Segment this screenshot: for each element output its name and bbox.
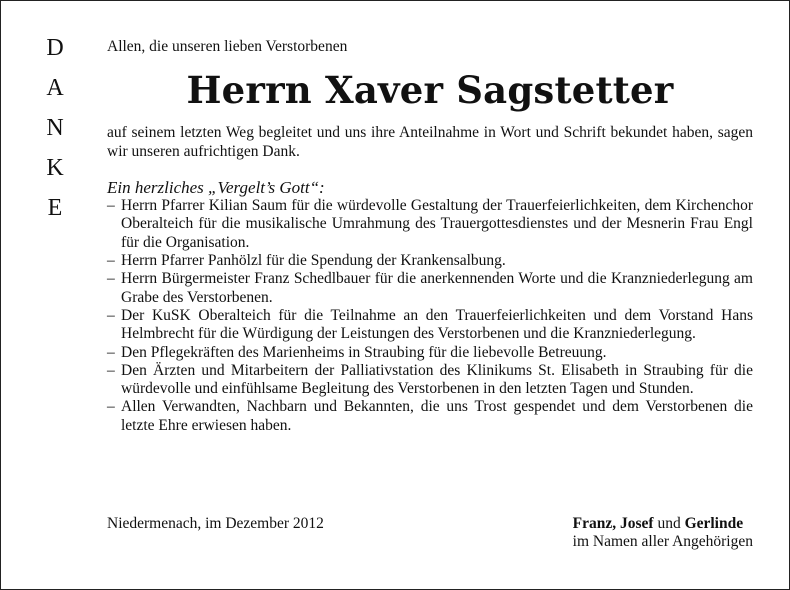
dash-bullet: – bbox=[107, 252, 115, 270]
danke-letter: K bbox=[46, 155, 64, 181]
signature-names bbox=[573, 515, 753, 533]
list-item-text: Den Ärzten und Mitarbeitern der Palliativstation des Klinikums St. Elisabeth in Straubing für die würdevolle und einfühlsame Begleitung des Verstorbenen in den letzten Tagen und Stunden. bbox=[121, 361, 753, 398]
list-item bbox=[107, 197, 753, 252]
thanks-heading: Ein herzliches „Vergelt’s Gott“: bbox=[107, 177, 325, 197]
signature-subline: im Namen aller Angehörigen bbox=[572, 533, 753, 551]
deceased-name: Herrn Xaver Sagstetter bbox=[186, 68, 674, 113]
signature-name-2: Gerlinde bbox=[684, 515, 744, 532]
notice-body bbox=[107, 38, 753, 435]
dash-bullet: – bbox=[107, 361, 115, 379]
thanks-list bbox=[107, 197, 753, 435]
thanks-paragraph: auf seinem letzten Weg begleitet und uns ihre Anteilnahme in Wort und Schrift bekundet haben, sagen wir unseren aufrichtigen Dank. bbox=[107, 124, 753, 160]
list-item bbox=[107, 362, 753, 399]
dash-bullet: – bbox=[107, 270, 115, 288]
place-date: Niedermenach, im Dezember 2012 bbox=[107, 515, 324, 532]
danke-letter: D bbox=[46, 35, 64, 61]
list-item-text: Der KuSK Oberalteich für die Teilnahme an den Trauerfeierlichkeiten und dem Vorstand Hans Helmbrecht für die Würdigung der Leistungen des Verstorbenen und die Kranzniederlegung. bbox=[121, 306, 753, 343]
danke-letter: A bbox=[46, 75, 64, 101]
signature-block bbox=[573, 515, 753, 552]
list-item-text: Den Pflegekräften des Marienheims in Straubing für die liebevolle Betreuung. bbox=[121, 343, 607, 361]
list-item bbox=[107, 398, 753, 435]
list-item-text: Herrn Pfarrer Kilian Saum für die würdevolle Gestaltung der Trauerfeierlichkeiten, dem Kirchenchor Oberalteich für die musikalische Umrahmung des Trauergottesdienstes und der Mesnerin Frau Engl für die Organisation. bbox=[121, 197, 753, 251]
dash-bullet: – bbox=[107, 398, 115, 416]
list-item bbox=[107, 252, 753, 270]
list-item-text: Herrn Bürgermeister Franz Schedlbauer für die anerkennenden Worte und die Kranzniederlegung am Grabe des Verstorbenen. bbox=[121, 270, 753, 306]
dash-bullet: – bbox=[107, 306, 115, 324]
list-item-text: Allen Verwandten, Nachbarn und Bekannten, die uns Trost gespendet und dem Verstorbenen die letzte Ehre erwiesen haben. bbox=[121, 398, 753, 434]
intro-line: Allen, die unseren lieben Verstorbenen bbox=[107, 38, 348, 55]
list-item bbox=[107, 270, 753, 307]
signature-name-1: Franz, Josef bbox=[572, 515, 654, 532]
list-item bbox=[107, 344, 753, 362]
danke-letter: E bbox=[47, 195, 63, 221]
dash-bullet: – bbox=[107, 343, 115, 361]
dash-bullet: – bbox=[107, 197, 115, 215]
list-item bbox=[107, 307, 753, 344]
danke-vertical-letters bbox=[40, 36, 70, 236]
signature-conjunction: und bbox=[657, 515, 681, 532]
danke-letter: N bbox=[46, 115, 64, 141]
list-item-text: Herrn Pfarrer Panhölzl für die Spendung der Krankensalbung. bbox=[121, 252, 506, 270]
